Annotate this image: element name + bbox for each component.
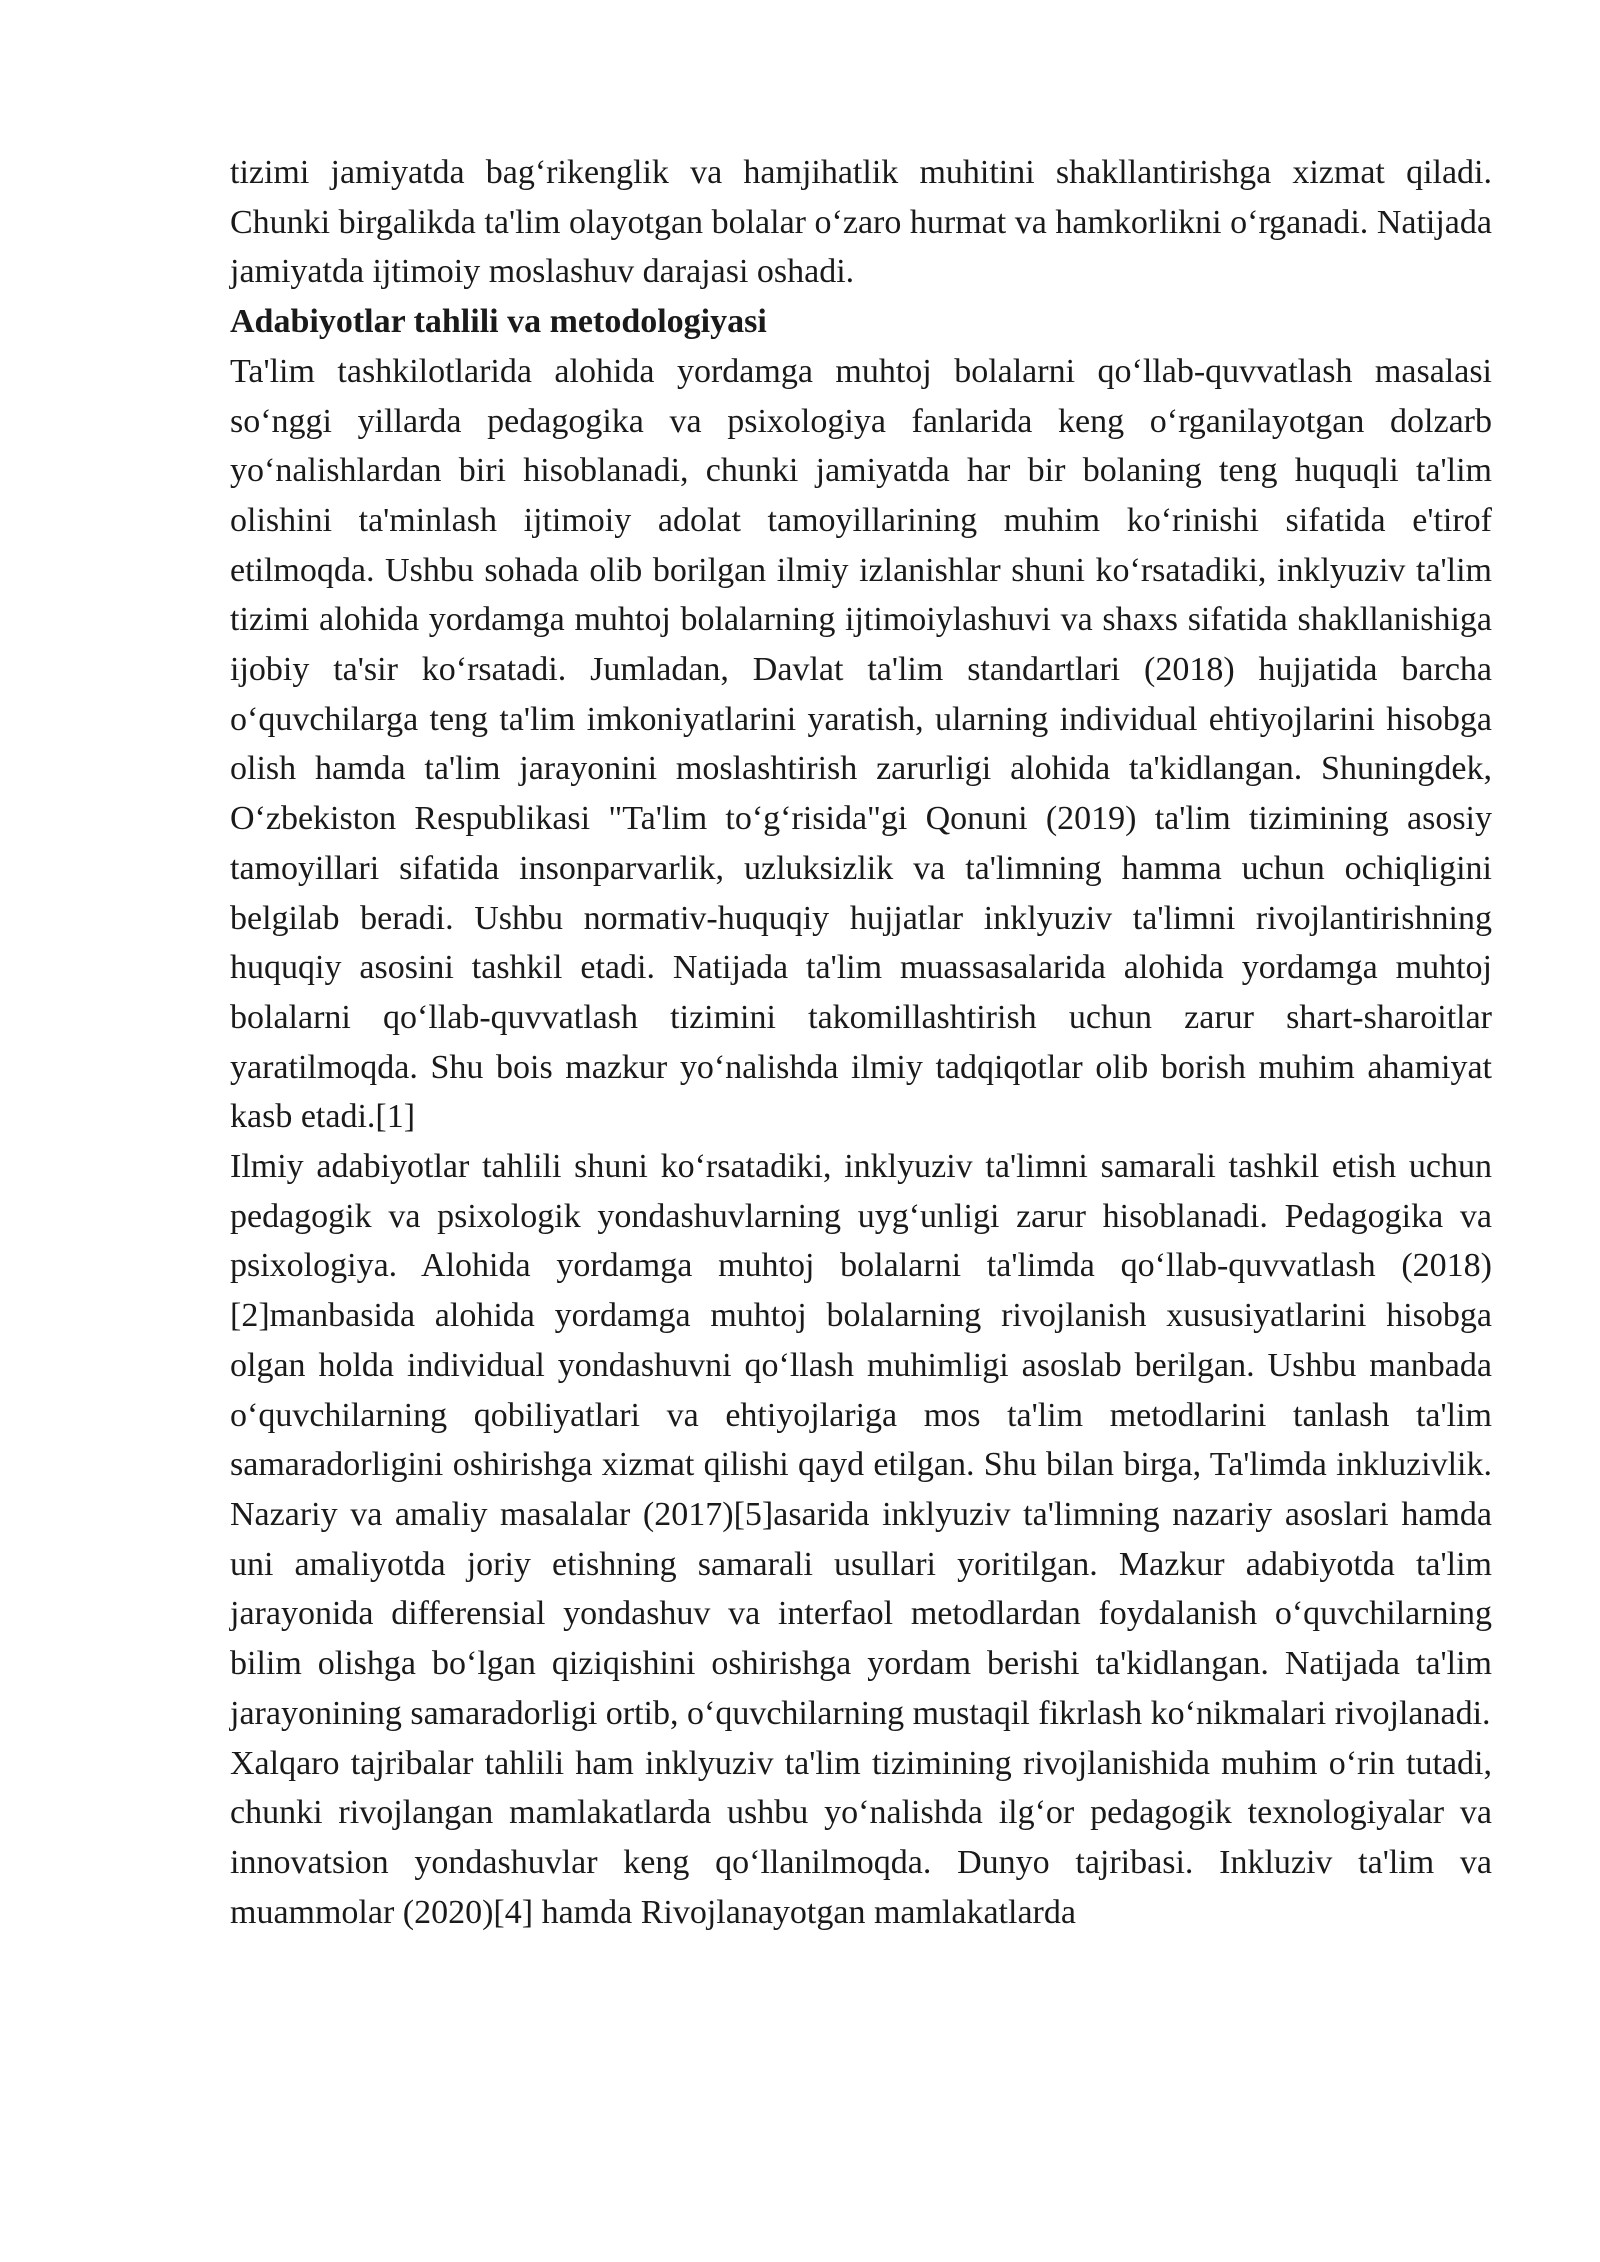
paragraph-scientific-literature: Ilmiy adabiyotlar tahlili shuni ko‘rsatadiki, inklyuziv ta'limni samarali tashkil etish uchun pedagogik va psixologik yondashuvlarning uyg‘unligi zarur hisoblanadi. Pedagogika va psixologiya. Alohida yordamga muhtoj bolalarni ta'limda qo‘llab-quvvatlash (2018)[2]manbasida alohida yordamga muhtoj bolalarning rivojlanish xususiyatlarini hisobga olgan holda individual yondashuvni qo‘llash muhimligi asoslab berilgan. Ushbu manbada o‘quvchilarning qobiliyatlari va ehtiyojlariga mos ta'lim metodlarini tanlash ta'lim samaradorligini oshirishga xizmat qilishi qayd etilgan. Shu bilan birga, Ta'limda inkluzivlik. Nazariy va amaliy masalalar (2017)[5]asarida inklyuziv ta'limning nazariy asoslari hamda uni amaliyotda joriy etishning samarali usullari yoritilgan. Mazkur adabiyotda ta'lim jarayonida differensial yondashuv va interfaol metodlardan foydalanish o‘quvchilarning bilim olishga bo‘lgan qiziqishini oshirishga yordam berishi ta'kidlangan. Natijada ta'lim jarayonining samaradorligi ortib, o‘quvchilarning mustaqil fikrlash ko‘nikmalari rivojlanadi. (230, 1148, 1492, 1732)
section-heading: Adabiyotlar tahlili va metodologiyasi (230, 303, 767, 341)
paragraph-literature-review: Ta'lim tashkilotlarida alohida yordamga muhtoj bolalarni qo‘llab-quvvatlash masalasi so‘nggi yillarda pedagogika va psixologiya fanlarida keng o‘rganilayotgan dolzarb yo‘nalishlardan biri hisoblanadi, chunki jamiyatda har bir bolaning teng huquqli ta'lim olishini ta'minlash ijtimoiy adolat tamoyillarining muhim ko‘rinishi sifatida e'tirof etilmoqda. Ushbu sohada olib borilgan ilmiy izlanishlar shuni ko‘rsatadiki, inklyuziv ta'lim tizimi alohida yordamga muhtoj bolalarning ijtimoiylashuvi va shaxs sifatida shakllanishiga ijobiy ta'sir ko‘rsatadi. Jumladan, Davlat ta'lim standartlari (2018) hujjatida barcha o‘quvchilarga teng ta'lim imkoniyatlarini yaratish, ularning individual ehtiyojlarini hisobga olish hamda ta'lim jarayonini moslashtirish zarurligi alohida ta'kidlangan. Shuningdek, O‘zbekiston Respublikasi "Ta'lim to‘g‘risida"gi Qonuni (2019) ta'lim tizimining asosiy tamoyillari sifatida insonparvarlik, uzluksizlik va ta'limning hamma uchun ochiqligini belgilab beradi. Ushbu normativ-huquqiy hujjatlar inklyuziv ta'limni rivojlantirishning huquqiy asosini tashkil etadi. Natijada ta'lim muassasalarida alohida yordamga muhtoj bolalarni qo‘llab-quvvatlash tizimini takomillashtirish uchun zarur shart-sharoitlar yaratilmoqda. Shu bois mazkur yo‘nalishda ilmiy tadqiqotlar olib borish muhim ahamiyat kasb etadi.[1] (230, 352, 1492, 1136)
document-page (230, 148, 1492, 1937)
paragraph-continued: tizimi jamiyatda bag‘rikenglik va hamjihatlik muhitini shakllantirishga xizmat qiladi. Chunki birgalikda ta'lim olayotgan bolalar o‘zaro hurmat va hamkorlikni o‘rganadi. Natijada jamiyatda ijtimoiy moslashuv darajasi oshadi. (230, 154, 1492, 291)
paragraph-international-experience: Xalqaro tajribalar tahlili ham inklyuziv ta'lim tizimining rivojlanishida muhim o‘rin tutadi, chunki rivojlangan mamlakatlarda ushbu yo‘nalishda ilg‘or pedagogik texnologiyalar va innovatsion yondashuvlar keng qo‘llanilmoqda. Dunyo tajribasi. Inkluziv ta'lim va muammolar (2020)[4] hamda Rivojlanayotgan mamlakatlarda (230, 1744, 1492, 1931)
